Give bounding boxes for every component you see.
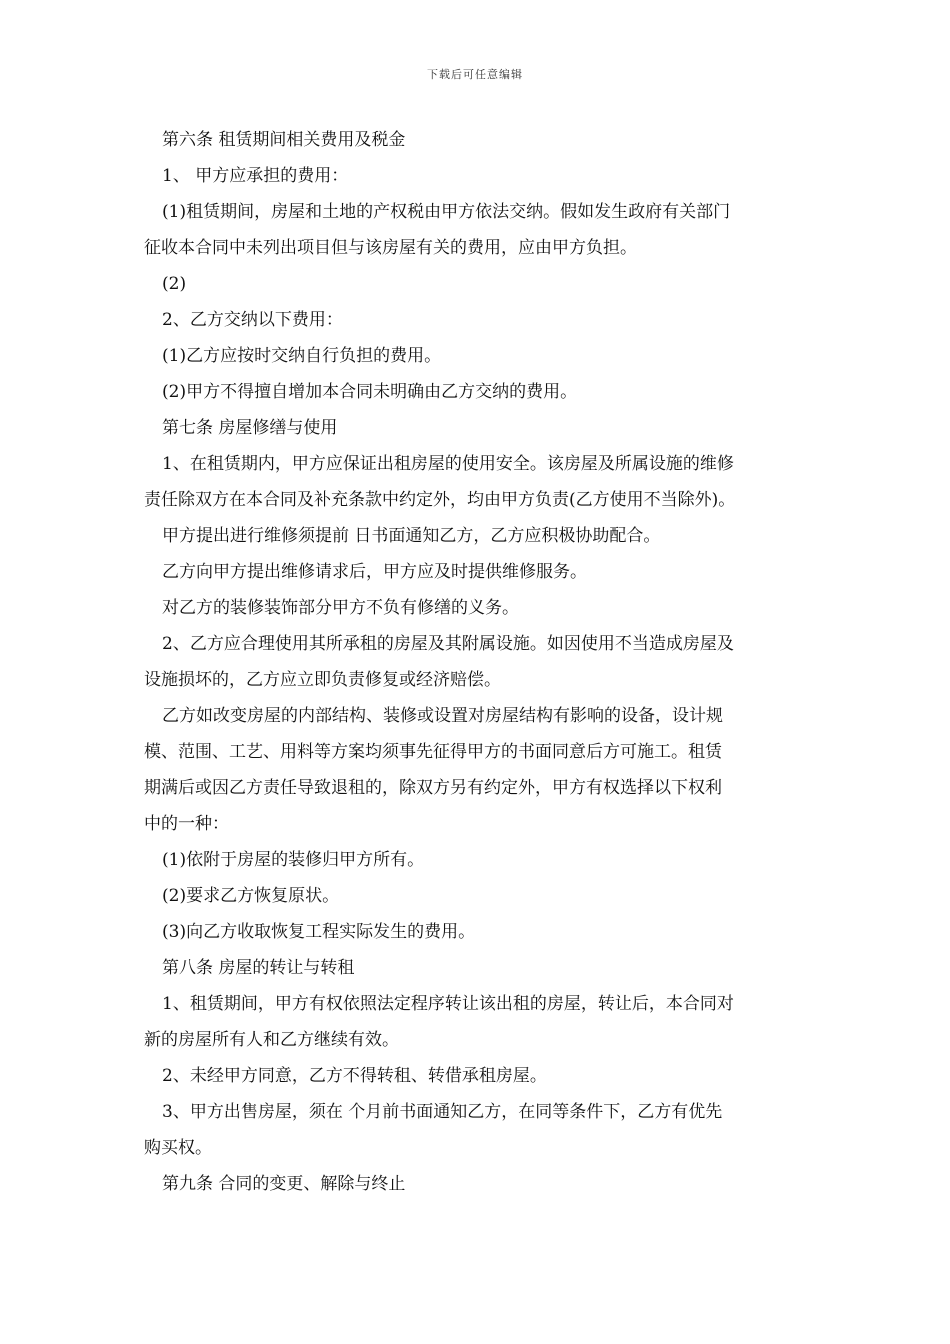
paragraph: (1)租赁期间，房屋和土地的产权税由甲方依法交纳。假如发生政府有关部门 [162, 202, 731, 222]
paragraph: (2)要求乙方恢复原状。 [162, 886, 340, 906]
paragraph: (2) [162, 274, 187, 294]
paragraph: (2)甲方不得擅自增加本合同未明确由乙方交纳的费用。 [162, 382, 578, 402]
paragraph: 2、乙方应合理使用其所承租的房屋及其附属设施。如因使用不当造成房屋及 [162, 634, 734, 654]
paragraph: 责任除双方在本合同及补充条款中约定外，均由甲方负责(乙方使用不当除外)。 [144, 490, 736, 510]
paragraph: 3、甲方出售房屋，须在 个月前书面通知乙方，在同等条件下，乙方有优先 [162, 1102, 723, 1122]
paragraph: 新的房屋所有人和乙方继续有效。 [144, 1030, 399, 1050]
article-6-title: 第六条 租赁期间相关费用及税金 [162, 130, 406, 150]
paragraph: 对乙方的装修装饰部分甲方不负有修缮的义务。 [162, 598, 519, 618]
paragraph: (3)向乙方收取恢复工程实际发生的费用。 [162, 922, 476, 942]
paragraph: 模、范围、工艺、用料等方案均须事先征得甲方的书面同意后方可施工。租赁 [144, 742, 722, 762]
paragraph: 征收本合同中未列出项目但与该房屋有关的费用，应由甲方负担。 [144, 238, 637, 258]
paragraph: 1、 甲方应承担的费用： [162, 166, 349, 186]
paragraph: 中的一种： [144, 814, 229, 834]
paragraph: 1、在租赁期内，甲方应保证出租房屋的使用安全。该房屋及所属设施的维修 [162, 454, 734, 474]
paragraph: 2、乙方交纳以下费用： [162, 310, 343, 330]
paragraph: 1、租赁期间，甲方有权依照法定程序转让该出租的房屋，转让后，本合同对 [162, 994, 734, 1014]
paragraph: (1)乙方应按时交纳自行负担的费用。 [162, 346, 442, 366]
page-header: 下载后可任意编辑 [427, 68, 523, 81]
paragraph: 2、未经甲方同意，乙方不得转租、转借承租房屋。 [162, 1066, 547, 1086]
paragraph: 乙方向甲方提出维修请求后，甲方应及时提供维修服务。 [162, 562, 587, 582]
paragraph: (1)依附于房屋的装修归甲方所有。 [162, 850, 425, 870]
article-7-title: 第七条 房屋修缮与使用 [162, 418, 338, 438]
article-9-title: 第九条 合同的变更、解除与终止 [162, 1174, 406, 1194]
paragraph: 期满后或因乙方责任导致退租的，除双方另有约定外，甲方有权选择以下权利 [144, 778, 722, 798]
paragraph: 设施损坏的，乙方应立即负责修复或经济赔偿。 [144, 670, 501, 690]
paragraph: 乙方如改变房屋的内部结构、装修或设置对房屋结构有影响的设备，设计规 [162, 706, 723, 726]
document-body [144, 122, 808, 1202]
paragraph: 甲方提出进行维修须提前 日书面通知乙方，乙方应积极协助配合。 [162, 526, 661, 546]
article-8-title: 第八条 房屋的转让与转租 [162, 958, 355, 978]
paragraph: 购买权。 [144, 1138, 212, 1158]
